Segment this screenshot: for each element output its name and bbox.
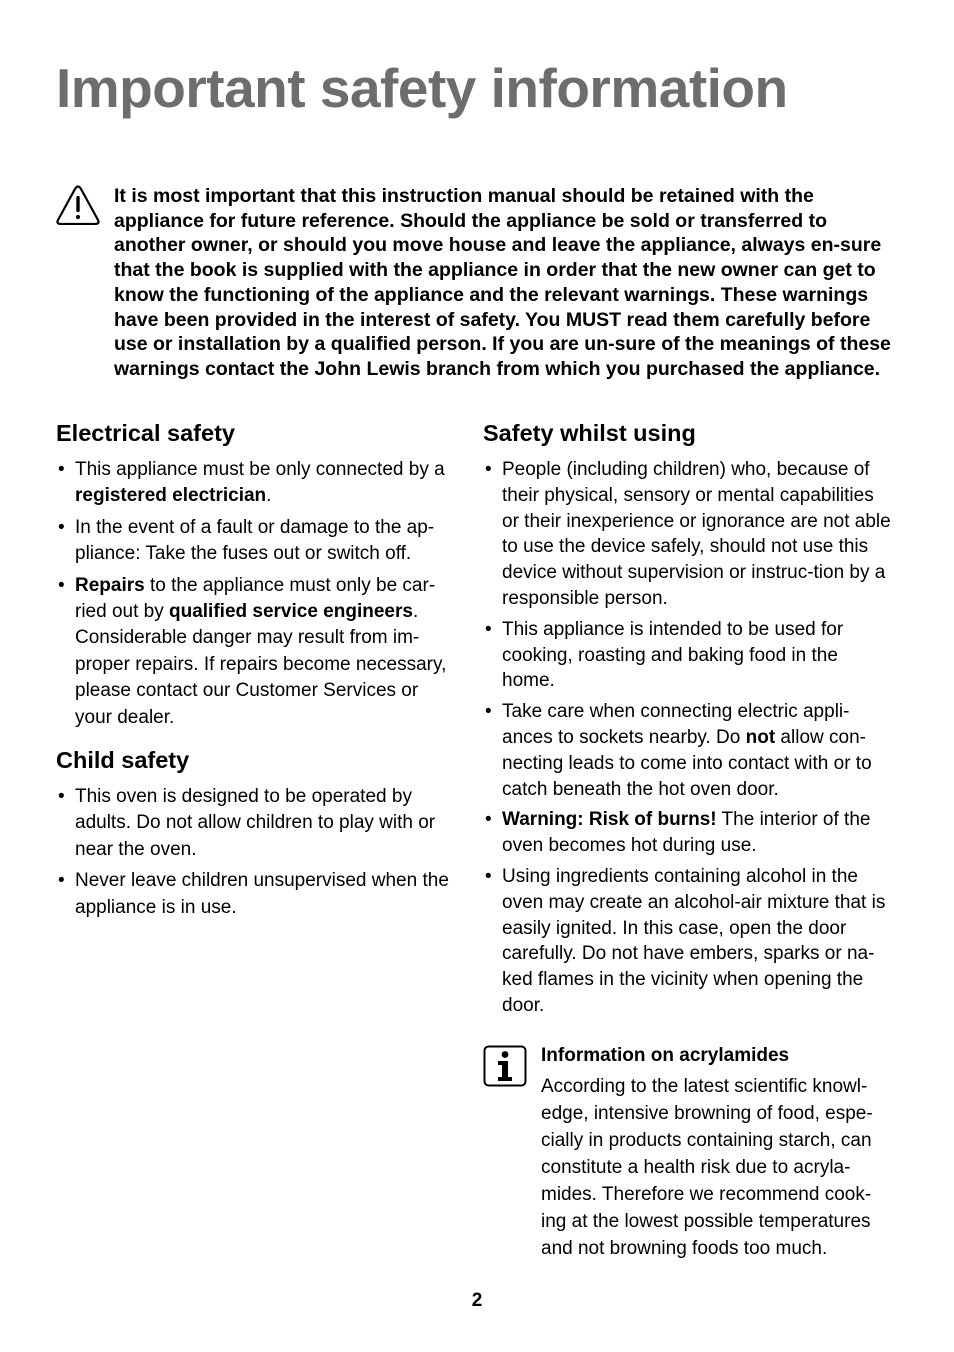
safety-whilst-using-list: [483, 457, 893, 1019]
child-safety-list: [56, 784, 458, 921]
page-number: 2: [471, 1290, 483, 1311]
info-body: According to the latest scientific knowl-edge, intensive browning of food, espe-cially in products containing starch, can constitute a health risk due to acryla-mides. Therefore we recommend cook-ing at the lowest possible temperatures and not browning foods too much.: [541, 1075, 873, 1259]
list-item: • Never leave children unsupervised when the appliance is in use.: [56, 868, 458, 921]
acrylamides-info-box: [483, 1043, 893, 1262]
warning-triangle-icon: [54, 183, 102, 225]
child-safety-heading: Child safety: [56, 747, 190, 774]
list-item: • Take care when connecting electric appli-ances to sockets nearby. Do not allow con-necting leads to come into contact with or to catch beneath the hot oven door.: [483, 699, 893, 802]
information-icon: [483, 1045, 527, 1087]
list-item: • Warning: Risk of burns! The interior of the oven becomes hot during use.: [483, 807, 893, 859]
list-item: • Repairs to the appliance must only be car-ried out by qualified service engineers. Considerable danger may result from im-proper repairs. If repairs become necessary, please contact our Customer Services or your dealer.: [56, 573, 458, 731]
right-column: [483, 418, 893, 1262]
info-title: Information on acrylamides: [541, 1044, 790, 1066]
safety-whilst-using-heading: Safety whilst using: [483, 420, 696, 446]
list-item: • This appliance must be only connected by a registered electrician.: [56, 457, 458, 510]
intro-warning-text: It is most important that this instruction manual should be retained with the appliance for future reference. Should the appliance be sold or transferred to another owner, or should you move house and leave the appliance, always en-sure that the book is supplied with the appliance in order that the new owner can get to know the functioning of the appliance and the relevant warnings. These warnings have been provided in the interest of safety. You MUST read them carefully before use or installation by a qualified person. If you are un-sure of the meanings of these warnings contact the John Lewis branch from which you purchased the appliance.: [114, 185, 891, 380]
list-item: • People (including children) who, because of their physical, sensory or mental capabilities or their inexperience or ignorance are not able to use the device safely, should not use this device without supervision or instruc-tion by a responsible person.: [483, 457, 893, 612]
list-item: • Using ingredients containing alcohol in the oven may create an alcohol-air mixture that is easily ignited. In this case, open the door carefully. Do not have embers, sparks or na-ked flames in the vicinity when opening the door.: [483, 864, 893, 1019]
electrical-safety-heading: Electrical safety: [56, 420, 235, 446]
left-column: [56, 418, 458, 926]
list-item: • This appliance is intended to be used for cooking, roasting and baking food in the home.: [483, 617, 893, 694]
electrical-safety-list: [56, 457, 458, 731]
page-title: Important safety information: [56, 57, 788, 119]
list-item: • This oven is designed to be operated by adults. Do not allow children to play with or near the oven.: [56, 784, 458, 863]
list-item: • In the event of a fault or damage to the ap-pliance: Take the fuses out or switch off.: [56, 515, 458, 568]
